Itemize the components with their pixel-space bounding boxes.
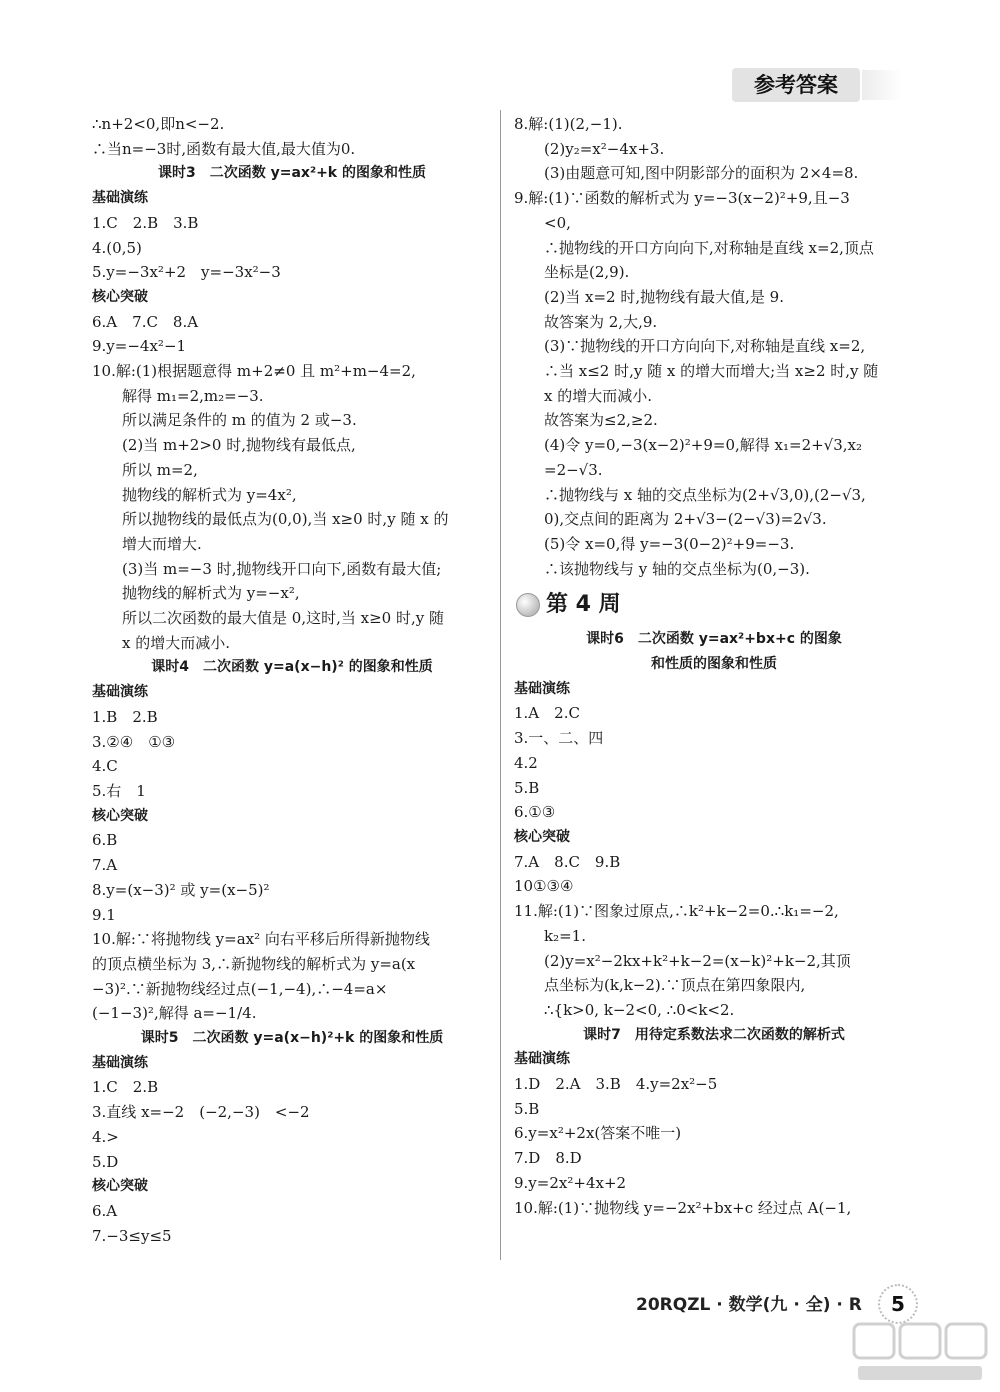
answer-line: 1.D 2.A 3.B 4.y=2x²−5 bbox=[514, 1075, 718, 1094]
answer-line: ∴当n=−3时,函数有最大值,最大值为0. bbox=[92, 139, 356, 158]
answer-line: 抛物线的解析式为 y=4x², bbox=[122, 485, 297, 504]
answer-line: x 的增大而减小. bbox=[544, 386, 652, 405]
answer-line: 9.y=2x²+4x+2 bbox=[514, 1173, 627, 1192]
answer-line: −3)².∵新抛物线经过点(−1,−4),∴−4=a× bbox=[92, 979, 388, 998]
page-number: 5 bbox=[878, 1284, 918, 1324]
section-heading: 核心突破 bbox=[514, 828, 570, 845]
answer-line: 10.解:∵将抛物线 y=ax² 向右平移后所得新抛物线 bbox=[92, 930, 430, 949]
answer-line: (2)y=x²−2kx+k²+k−2=(x−k)²+k−2,其顶 bbox=[544, 951, 851, 970]
answer-line: 9.y=−4x²−1 bbox=[92, 337, 187, 356]
lesson-heading: 课时5 二次函数 y=a(x−h)²+k 的图象和性质 bbox=[140, 1030, 444, 1047]
section-heading: 基础演练 bbox=[514, 680, 570, 697]
answer-line: 的顶点横坐标为 3,∴新抛物线的解析式为 y=a(x bbox=[92, 954, 416, 973]
answer-line: 点坐标为(k,k−2).∵顶点在第四象限内, bbox=[544, 976, 806, 995]
answer-line: 1.C 2.B bbox=[92, 1078, 159, 1097]
bullet-circle-icon bbox=[516, 593, 540, 617]
answer-line: 4.2 bbox=[514, 753, 538, 772]
lesson-heading: 课时6 二次函数 y=ax²+bx+c 的图象 bbox=[586, 631, 842, 648]
right-column-part-b bbox=[514, 627, 914, 1220]
answer-line: (5)令 x=0,得 y=−3(0−2)²+9=−3. bbox=[544, 534, 795, 553]
answer-line: 6.A bbox=[92, 1201, 118, 1220]
answer-line: 4.C bbox=[92, 757, 118, 776]
answer-line: 11.解:(1)∵图象过原点,∴k²+k−2=0.∴k₁=−2, bbox=[514, 902, 839, 921]
answer-line: (2)当 m+2>0 时,抛物线有最低点, bbox=[122, 436, 356, 455]
section-title-badge: 参考答案 bbox=[732, 68, 860, 102]
answer-line: 8.解:(1)(2,−1). bbox=[514, 115, 623, 133]
answer-line: 坐标是(2,9). bbox=[544, 263, 630, 282]
header-decoration bbox=[862, 70, 902, 100]
answer-line: 7.A 8.C 9.B bbox=[514, 852, 621, 871]
lesson-heading: 和性质的图象和性质 bbox=[651, 656, 777, 673]
answer-line: (2)当 x=2 时,抛物线有最大值,是 9. bbox=[544, 287, 784, 306]
answer-line: ∴抛物线的开口方向向下,对称轴是直线 x=2,顶点 bbox=[544, 238, 874, 257]
answer-line: 6.B bbox=[92, 831, 118, 850]
answer-line: 5.B bbox=[514, 778, 540, 797]
answer-line: 故答案为 2,大,9. bbox=[544, 312, 658, 331]
section-heading: 基础演练 bbox=[92, 1054, 148, 1071]
answer-line: 增大而增大. bbox=[122, 534, 202, 553]
answer-line: 3.直线 x=−2 (−2,−3) <−2 bbox=[92, 1103, 310, 1122]
answer-line: 9.1 bbox=[92, 905, 116, 924]
answer-line: 1.C 2.B 3.B bbox=[92, 213, 199, 232]
answer-line: 9.解:(1)∵函数的解析式为 y=−3(x−2)²+9,且−3 bbox=[514, 189, 850, 208]
answer-line: 6.y=x²+2x(答案不唯一) bbox=[514, 1124, 682, 1143]
answer-line: x 的增大而减小. bbox=[122, 633, 230, 652]
answer-line: 6.①③ bbox=[514, 803, 556, 822]
column-divider bbox=[500, 110, 501, 1260]
section-heading: 基础演练 bbox=[92, 684, 148, 701]
answer-line: (3)由题意可知,图中阴影部分的面积为 2×4=8. bbox=[544, 164, 859, 183]
answer-line: 1.B 2.B bbox=[92, 707, 158, 726]
answer-line: 4.(0,5) bbox=[92, 238, 142, 257]
answer-line: 所以 m=2, bbox=[122, 460, 198, 479]
answer-line: 5.D bbox=[92, 1152, 119, 1171]
answer-line: 所以抛物线的最低点为(0,0),当 x≥0 时,y 随 x 的 bbox=[122, 510, 449, 529]
week-heading bbox=[516, 587, 914, 623]
answer-line: ∴当 x≤2 时,y 随 x 的增大而增大;当 x≥2 时,y 随 bbox=[544, 362, 879, 381]
watermark-logo-icon bbox=[850, 1320, 990, 1386]
lesson-heading: 课时3 二次函数 y=ax²+k 的图象和性质 bbox=[158, 165, 426, 182]
answer-line: 0),交点间的距离为 2+√3−(2−√3)=2√3. bbox=[544, 510, 827, 529]
answer-line: 7.A bbox=[92, 856, 118, 875]
answer-line: (3)∵抛物线的开口方向向下,对称轴是直线 x=2, bbox=[544, 337, 866, 356]
answer-line: (4)令 y=0,−3(x−2)²+9=0,解得 x₁=2+√3,x₂ bbox=[544, 436, 863, 455]
answer-line: 5.y=−3x²+2 y=−3x²−3 bbox=[92, 263, 281, 282]
answer-line: 所以满足条件的 m 的值为 2 或−3. bbox=[122, 411, 357, 430]
answer-line: 5.B bbox=[514, 1099, 540, 1118]
answer-line: 6.A 7.C 8.A bbox=[92, 312, 199, 331]
answer-line: 1.A 2.C bbox=[514, 704, 580, 723]
answer-line: 抛物线的解析式为 y=−x², bbox=[122, 584, 300, 603]
answer-line: ∴抛物线与 x 轴的交点坐标为(2+√3,0),(2−√3, bbox=[544, 485, 866, 504]
section-heading: 核心突破 bbox=[92, 1178, 148, 1195]
right-column-part-a bbox=[514, 112, 914, 581]
answer-line: (−1−3)²,解得 a=−1/4. bbox=[92, 1004, 257, 1023]
answer-line: (3)当 m=−3 时,抛物线开口向下,函数有最大值; bbox=[122, 559, 442, 578]
answer-line: 3.②④ ①③ bbox=[92, 732, 176, 751]
left-column bbox=[92, 112, 492, 1248]
answer-line: 故答案为≤2,≥2. bbox=[544, 411, 658, 430]
section-heading: 核心突破 bbox=[92, 807, 148, 824]
answer-line: 所以二次函数的最大值是 0,这时,当 x≥0 时,y 随 bbox=[122, 609, 444, 628]
answer-line: 10.解:(1)根据题意得 m+2≠0 且 m²+m−4=2, bbox=[92, 362, 416, 381]
answer-line: =2−√3. bbox=[544, 460, 603, 479]
answer-line: 10①③④ bbox=[514, 877, 574, 896]
answer-line: 7.D 8.D bbox=[514, 1149, 582, 1168]
answer-line: 5.右 1 bbox=[92, 781, 146, 800]
lesson-heading: 课时7 用待定系数法求二次函数的解析式 bbox=[583, 1026, 845, 1043]
answer-line: 8.y=(x−3)² 或 y=(x−5)² bbox=[92, 880, 270, 899]
answer-line: 7.−3≤y≤5 bbox=[92, 1226, 172, 1245]
week-label: 第 4 周 bbox=[546, 592, 621, 617]
section-heading: 基础演练 bbox=[514, 1051, 570, 1068]
answer-line: ∴{k>0, k−2<0, ∴0<k<2. bbox=[544, 1000, 735, 1019]
section-heading: 基础演练 bbox=[92, 190, 148, 207]
answer-line: 4.> bbox=[92, 1127, 119, 1146]
right-column bbox=[514, 112, 914, 1220]
answer-line: k₂=1. bbox=[544, 926, 586, 945]
footer-book-code: 20RQZL · 数学(九 · 全) · R bbox=[636, 1295, 862, 1315]
answer-line: ∴n+2<0,即n<−2. bbox=[92, 115, 225, 133]
answer-line: (2)y₂=x²−4x+3. bbox=[544, 139, 665, 158]
answer-line: 10.解:(1)∵抛物线 y=−2x²+bx+c 经过点 A(−1, bbox=[514, 1198, 852, 1217]
lesson-heading: 课时4 二次函数 y=a(x−h)² 的图象和性质 bbox=[151, 659, 433, 676]
answer-line: 解得 m₁=2,m₂=−3. bbox=[122, 386, 264, 405]
answer-line: 3.一、二、四 bbox=[514, 729, 604, 748]
answer-line: <0, bbox=[544, 213, 571, 232]
section-heading: 核心突破 bbox=[92, 288, 148, 305]
answer-line: ∴该抛物线与 y 轴的交点坐标为(0,−3). bbox=[544, 559, 810, 578]
